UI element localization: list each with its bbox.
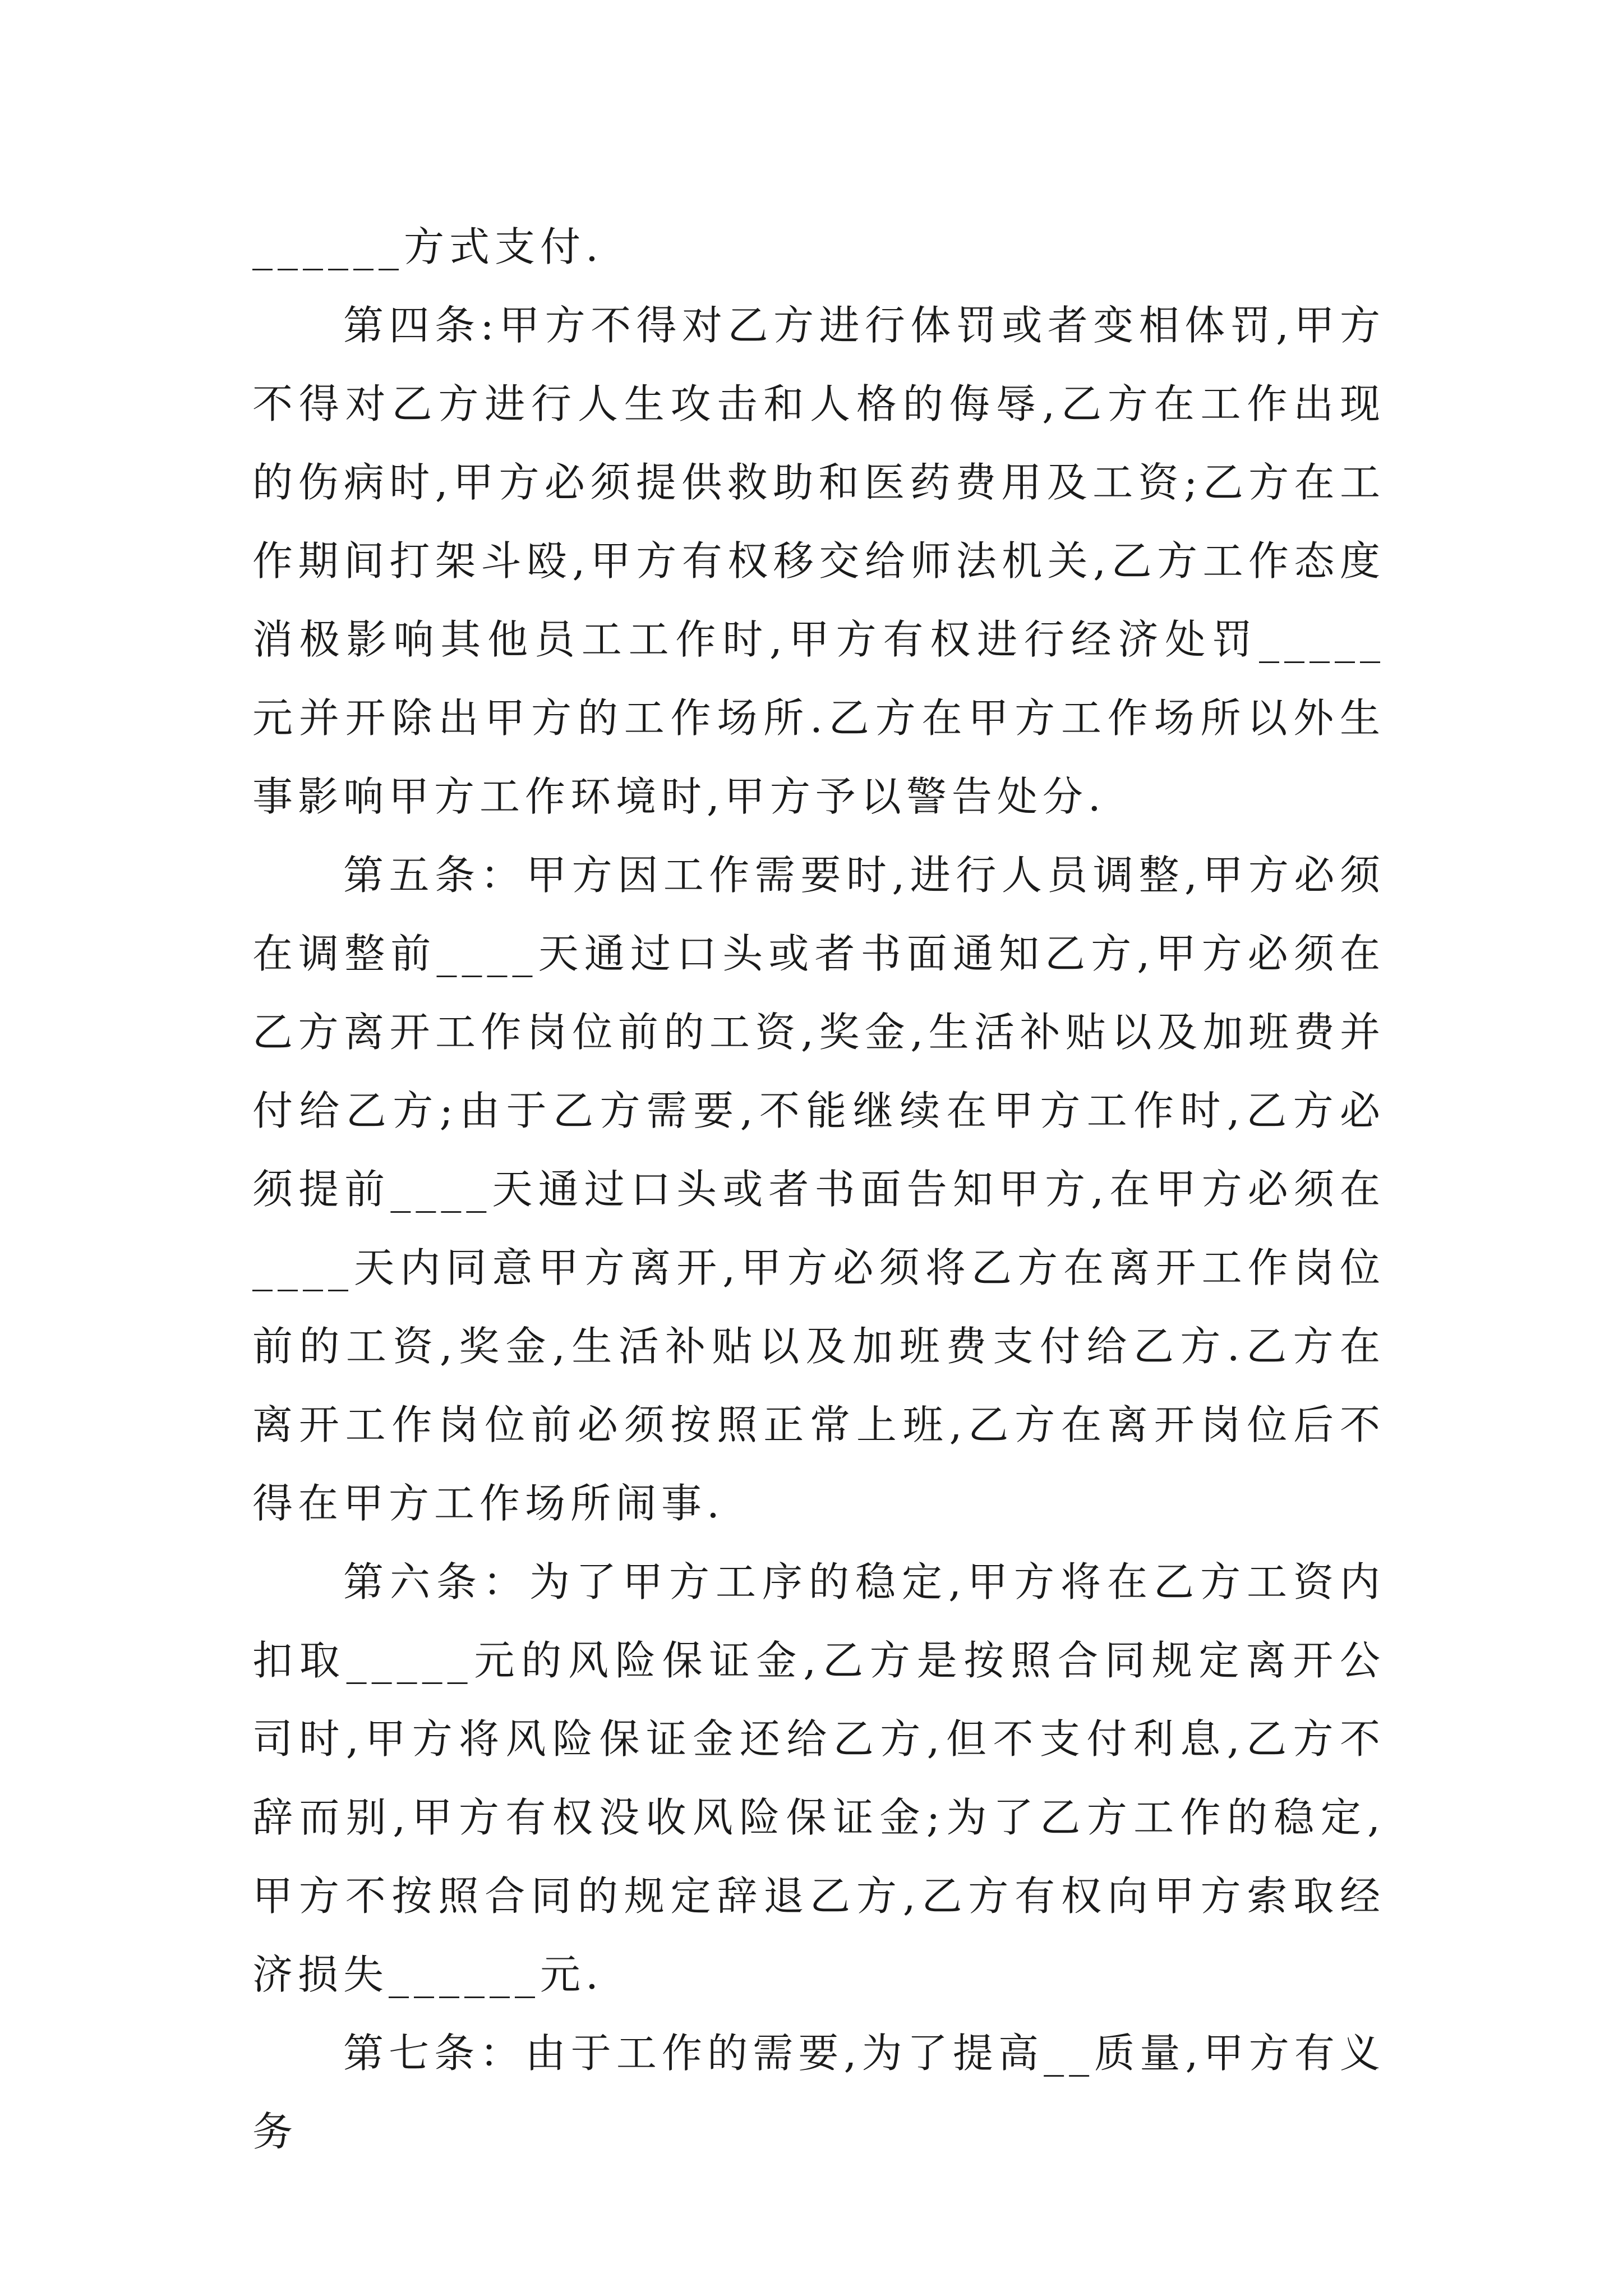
- paragraph-article-5: 第五条：甲方因工作需要时,进行人员调整,甲方必须在调整前____天通过口头或者书面通知乙方,甲方必须在乙方离开工作岗位前的工资,奖金,生活补贴以及加班费并付给乙方;由于乙方需要,不能继续在甲方工作时,乙方必须提前____天通过口头或者书面告知甲方,在甲方必须在____天内同意甲方离开,甲方必须将乙方在离开工作岗位前的工资,奖金,生活补贴以及加班费支付给乙方.乙方在离开工作岗位前必须按照正常上班,乙方在离开岗位后不得在甲方工作场所闹事.: [252, 852, 1385, 1527]
- paragraph-article-4: 第四条:甲方不得对乙方进行体罚或者变相体罚,甲方不得对乙方进行人生攻击和人格的侮辱,乙方在工作出现的伤病时,甲方必须提供救助和医药费用及工资;乙方在工作期间打架斗殴,甲方有权移交给师法机关,乙方工作态度消极影响其他员工工作时,甲方有权进行经济处罚_____元并开除出甲方的工作场所.乙方在甲方工作场所以外生事影响甲方工作环境时,甲方予以警告处分.: [252, 302, 1385, 820]
- document-page: [252, 208, 1385, 2171]
- paragraph-article-7: 第七条：由于工作的需要,为了提高__质量,甲方有义务: [252, 2030, 1385, 2155]
- paragraph-payment-method: ______方式支付.: [252, 223, 603, 270]
- paragraph-article-6: 第六条：为了甲方工序的稳定,甲方将在乙方工资内扣取_____元的风险保证金,乙方是按照合同规定离开公司时,甲方将风险保证金还给乙方,但不支付利息,乙方不辞而别,甲方有权没收风险保证金;为了乙方工作的稳定,甲方不按照合同的规定辞退乙方,乙方有权向甲方索取经济损失______元.: [252, 1558, 1385, 1998]
